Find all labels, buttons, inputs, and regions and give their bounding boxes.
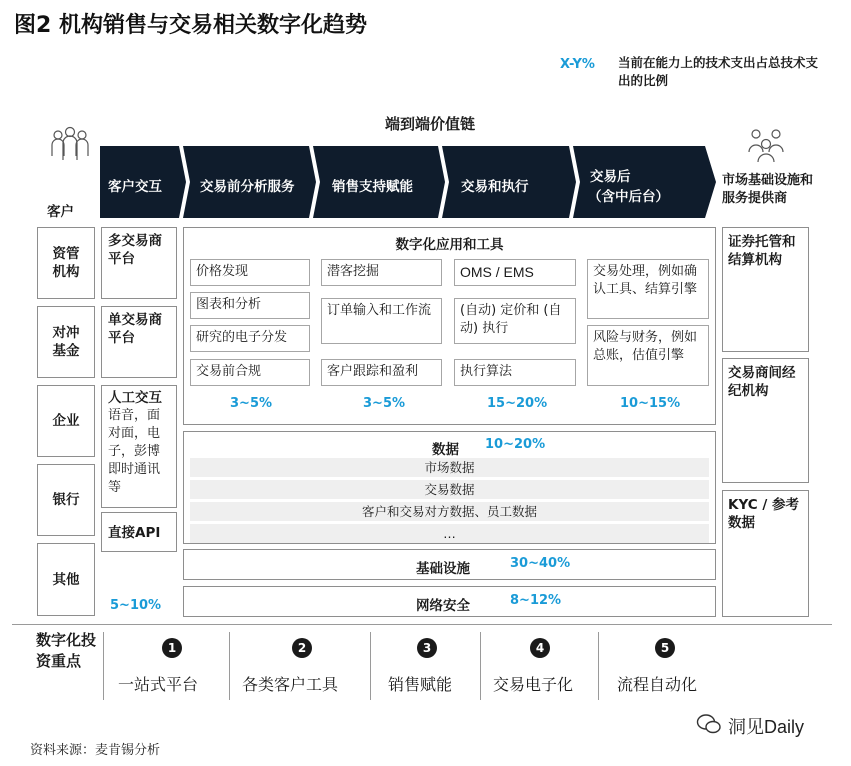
tool-prospecting: 潜客挖掘 (321, 259, 442, 286)
data-row-more: … (190, 524, 709, 543)
customers-icon (48, 126, 92, 166)
data-row-market: 市场数据 (190, 458, 709, 477)
manual-interaction-detail: 语音，面对面，电子，彭博即时通讯等 (108, 408, 161, 495)
security-pct: 8~12% (510, 593, 562, 608)
tool-pretrade-compliance: 交易前合规 (190, 359, 310, 386)
tool-risk-finance: 风险与财务，例如总账，估值引擎 (587, 325, 709, 386)
focus-item-2: 各类客户工具 (242, 675, 339, 694)
market-infra-label: 市场基础设施和服务提供商 (722, 173, 814, 206)
focus-label: 数字化投资重点 (36, 631, 97, 670)
focus-item-4: 交易电子化 (493, 675, 574, 694)
client-label: 企业 (52, 413, 80, 429)
focus-num-2: 2 (292, 638, 312, 658)
data-row-trade: 交易数据 (190, 480, 709, 499)
multi-dealer-platform: 多交易商平台 (101, 227, 177, 299)
wechat-icon (696, 713, 722, 735)
pct-execution: 15~20% (487, 396, 548, 411)
manual-interaction-title: 人工交互 (108, 390, 162, 406)
manual-interaction (101, 385, 177, 508)
chain-step-3: 销售支持赋能 (332, 179, 413, 195)
digital-apps-title: 数字化应用和工具 (395, 237, 504, 253)
single-dealer-platform: 单交易商平台 (101, 306, 177, 378)
providers-icon (744, 126, 788, 164)
client-hedge-funds (37, 306, 95, 378)
pct-posttrade: 10~15% (620, 396, 681, 411)
focus-item-5: 流程自动化 (617, 675, 698, 694)
chain-step-5: 交易后 (590, 169, 631, 185)
chain-step-2: 交易前分析服务 (200, 179, 295, 195)
focus-num-4: 4 (530, 638, 550, 658)
infrastructure-pct: 30~40% (510, 556, 571, 571)
focus-item-1: 一站式平台 (118, 675, 199, 694)
client-label: 银行 (52, 492, 80, 508)
client-label: 资管机构 (52, 246, 80, 280)
data-title: 数据 (432, 442, 459, 458)
pct-pretrade: 3~5% (230, 396, 273, 411)
focus-num-3: 3 (417, 638, 437, 658)
watermark: 洞见Daily (728, 717, 805, 737)
tool-charts-analytics: 图表和分析 (190, 292, 310, 319)
focus-sep-0 (103, 632, 104, 700)
tool-trade-processing: 交易处理，例如确认工具、结算引擎 (587, 259, 709, 319)
client-corporates (37, 385, 95, 457)
legend-text: 当前在能力上的技术支出占总技术支出的比例 (618, 55, 819, 88)
infrastructure-label: 基础设施 (416, 561, 470, 577)
data-row-client: 客户和交易对方数据、员工数据 (190, 502, 709, 521)
chain-step-1: 客户交互 (108, 179, 162, 195)
provider-kyc: KYC / 参考数据 (722, 490, 809, 617)
focus-num-1: 1 (162, 638, 182, 658)
client-label: 其他 (52, 571, 80, 588)
legend-key: X-Y% (560, 57, 595, 72)
tool-client-tracking: 客户跟踪和盈利 (321, 359, 442, 386)
provider-idb: 交易商间经纪机构 (722, 358, 809, 483)
tool-auto-pricing: (自动) 定价和 (自动) 执行 (454, 298, 576, 344)
tool-oms-ems: OMS / EMS (454, 259, 576, 286)
client-banks (37, 464, 95, 536)
client-label: 对冲基金 (52, 325, 80, 359)
source-note: 资料来源：麦肯锡分析 (30, 743, 161, 758)
client-asset-managers (37, 227, 95, 299)
tool-order-entry: 订单输入和工作流 (321, 298, 442, 344)
pct-sales: 3~5% (363, 396, 406, 411)
chain-step-5-sub: （含中后台） (588, 189, 669, 205)
customer-label: 客户 (47, 204, 74, 220)
chain-step-4: 交易和执行 (461, 179, 529, 195)
tool-price-discovery: 价格发现 (190, 259, 310, 286)
data-pct: 10~20% (485, 437, 546, 452)
provider-custody: 证券托管和结算机构 (722, 227, 809, 352)
focus-sep-3 (480, 632, 481, 700)
focus-sep-4 (598, 632, 599, 700)
tool-execution-algos: 执行算法 (454, 359, 576, 386)
page-title: 图2 机构销售与交易相关数字化趋势 (14, 13, 367, 38)
security-label: 网络安全 (416, 598, 470, 614)
interaction-pct: 5~10% (110, 598, 162, 613)
focus-sep-1 (229, 632, 230, 700)
focus-item-3: 销售赋能 (388, 675, 453, 694)
value-chain-title: 端到端价值链 (384, 115, 475, 133)
direct-api: 直接API (101, 512, 177, 552)
focus-divider (12, 624, 832, 625)
tool-research-distribution: 研究的电子分发 (190, 325, 310, 352)
focus-sep-2 (370, 632, 371, 700)
focus-num-5: 5 (655, 638, 675, 658)
client-others (37, 543, 95, 616)
